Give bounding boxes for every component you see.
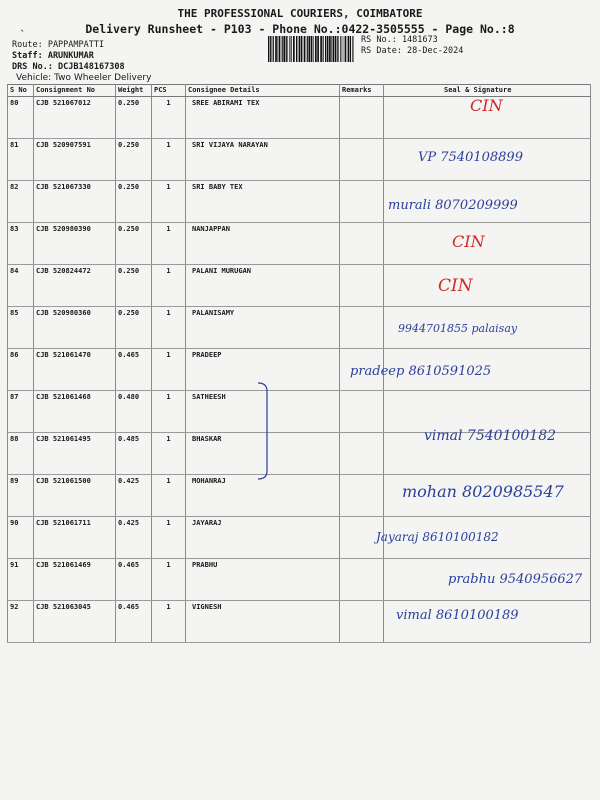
barcode	[268, 36, 356, 62]
barcode-bar	[333, 36, 335, 62]
barcode-bar	[279, 36, 281, 62]
row-sno: 83	[8, 223, 34, 265]
barcode-bar	[268, 36, 269, 62]
barcode-bar	[325, 36, 326, 62]
signature-92: vimal 8610100189	[396, 608, 519, 623]
col-remarks: Remarks	[340, 85, 384, 97]
row-signature-cell	[384, 223, 591, 265]
signature-89: mohan 8020985547	[402, 482, 564, 501]
row-weight: 0.250	[116, 307, 152, 349]
barcode-bar	[289, 36, 290, 62]
row-pcs: 1	[152, 97, 186, 139]
barcode-bar	[335, 36, 336, 62]
row-weight: 0.250	[116, 181, 152, 223]
barcode-bar	[283, 36, 285, 62]
col-consignee: Consignee Details	[186, 85, 340, 97]
row-consignment-no: CJB 521067330	[34, 181, 116, 223]
barcode-bar	[320, 36, 322, 62]
row-weight: 0.465	[116, 601, 152, 643]
row-consignee: PRADEEP	[186, 349, 340, 391]
row-sno: 88	[8, 433, 34, 475]
barcode-bar	[307, 36, 308, 62]
barcode-bar	[287, 36, 288, 62]
barcode-bar	[352, 36, 353, 62]
row-consignee: BHASKAR	[186, 433, 340, 475]
row-sno: 81	[8, 139, 34, 181]
row-consignee: NANJAPPAN	[186, 223, 340, 265]
row-sno: 84	[8, 265, 34, 307]
row-consignment-no: CJB 521061469	[34, 559, 116, 601]
barcode-bar	[277, 36, 278, 62]
row-pcs: 1	[152, 433, 186, 475]
row-consignee: SRI VIJAYA NARAYAN	[186, 139, 340, 181]
signature-88: vimal 7540100182	[424, 428, 557, 444]
barcode-bar	[340, 36, 341, 62]
group-brace	[257, 381, 269, 481]
row-weight: 0.425	[116, 475, 152, 517]
row-remarks	[340, 139, 384, 181]
barcode-bar	[296, 36, 297, 62]
runsheet-table	[7, 84, 591, 643]
barcode-bar	[282, 36, 283, 62]
row-weight: 0.250	[116, 97, 152, 139]
signature-80: CIN	[470, 96, 503, 115]
row-consignee: SREE ABIRAMI TEX	[186, 97, 340, 139]
row-sno: 85	[8, 307, 34, 349]
stray-mark: `	[20, 30, 26, 40]
row-pcs: 1	[152, 349, 186, 391]
row-pcs: 1	[152, 307, 186, 349]
row-weight: 0.250	[116, 139, 152, 181]
row-remarks	[340, 307, 384, 349]
barcode-bar	[327, 36, 329, 62]
row-sno: 89	[8, 475, 34, 517]
row-pcs: 1	[152, 265, 186, 307]
barcode-bar	[301, 36, 303, 62]
row-pcs: 1	[152, 391, 186, 433]
barcode-bar	[270, 36, 271, 62]
barcode-bar	[298, 36, 299, 62]
row-consignee: MOHANRAJ	[186, 475, 340, 517]
barcode-bar	[286, 36, 287, 62]
row-sno: 87	[8, 391, 34, 433]
drs-label: DRS No.: DCJB148167308	[12, 62, 125, 72]
row-sno: 91	[8, 559, 34, 601]
row-pcs: 1	[152, 559, 186, 601]
row-remarks	[340, 601, 384, 643]
barcode-bar	[311, 36, 313, 62]
barcode-bar	[299, 36, 300, 62]
row-signature-cell	[384, 391, 591, 433]
row-pcs: 1	[152, 517, 186, 559]
row-pcs: 1	[152, 601, 186, 643]
signature-82: murali 8070209999	[388, 198, 518, 213]
row-consignment-no: CJB 521061495	[34, 433, 116, 475]
row-pcs: 1	[152, 223, 186, 265]
row-consignment-no: CJB 521061470	[34, 349, 116, 391]
row-remarks	[340, 391, 384, 433]
row-weight: 0.425	[116, 517, 152, 559]
row-sno: 80	[8, 97, 34, 139]
row-consignment-no: CJB 520980360	[34, 307, 116, 349]
row-pcs: 1	[152, 475, 186, 517]
barcode-bar	[293, 36, 295, 62]
row-signature-cell	[384, 265, 591, 307]
row-consignee: PRABHU	[186, 559, 340, 601]
row-weight: 0.465	[116, 349, 152, 391]
col-consignment: Consignment No	[34, 85, 116, 97]
row-sno: 92	[8, 601, 34, 643]
row-consignee: VIGNESH	[186, 601, 340, 643]
row-consignee: PALANISAMY	[186, 307, 340, 349]
signature-83: CIN	[452, 232, 485, 251]
barcode-bar	[275, 36, 277, 62]
row-consignment-no: CJB 521061468	[34, 391, 116, 433]
table-row	[8, 97, 591, 139]
table-row	[8, 265, 591, 307]
row-consignee: SRI BABY TEX	[186, 181, 340, 223]
table-row	[8, 391, 591, 433]
barcode-bar	[315, 36, 317, 62]
rs-number: RS No.: 1481673	[361, 35, 438, 45]
row-sno: 90	[8, 517, 34, 559]
signature-90: Jayaraj 8610100182	[376, 530, 499, 544]
table-row	[8, 517, 591, 559]
row-consignment-no: CJB 521067012	[34, 97, 116, 139]
row-weight: 0.485	[116, 433, 152, 475]
signature-81: VP 7540108899	[418, 150, 523, 165]
row-pcs: 1	[152, 181, 186, 223]
row-remarks	[340, 265, 384, 307]
barcode-bar	[273, 36, 274, 62]
barcode-bar	[337, 36, 338, 62]
row-weight: 0.250	[116, 265, 152, 307]
row-pcs: 1	[152, 139, 186, 181]
col-signature: Seal & Signature	[384, 85, 591, 97]
barcode-bar	[272, 36, 273, 62]
row-consignee: PALANI MURUGAN	[186, 265, 340, 307]
barcode-bar	[331, 36, 332, 62]
row-remarks	[340, 475, 384, 517]
row-consignment-no: CJB 521061711	[34, 517, 116, 559]
barcode-bar	[329, 36, 331, 62]
company-title: THE PROFESSIONAL COURIERS, COIMBATORE	[177, 7, 423, 20]
barcode-bar	[323, 36, 324, 62]
row-weight: 0.480	[116, 391, 152, 433]
route-label: Route: PAPPAMPATTI	[12, 40, 105, 50]
row-consignee: SATHEESH	[186, 391, 340, 433]
row-remarks	[340, 223, 384, 265]
table-row	[8, 223, 591, 265]
barcode-bar	[313, 36, 314, 62]
signature-86: pradeep 8610591025	[350, 364, 492, 379]
barcode-bar	[348, 36, 350, 62]
row-consignment-no: CJB 521063045	[34, 601, 116, 643]
barcode-bar	[345, 36, 347, 62]
row-consignment-no: CJB 520824472	[34, 265, 116, 307]
table-row	[8, 349, 591, 391]
row-consignment-no: CJB 520980390	[34, 223, 116, 265]
col-weight: Weight	[116, 85, 152, 97]
row-consignment-no: CJB 521061500	[34, 475, 116, 517]
table-header-row	[8, 85, 591, 97]
runsheet-title: Delivery Runsheet - P103 - Phone No.:0422-3505555 - Page No.:8	[85, 22, 515, 36]
row-remarks	[340, 433, 384, 475]
row-consignment-no: CJB 520907591	[34, 139, 116, 181]
staff-label: Staff: ARUNKUMAR	[12, 51, 94, 61]
row-sno: 86	[8, 349, 34, 391]
row-remarks	[340, 559, 384, 601]
signature-84: CIN	[438, 276, 473, 296]
row-sno: 82	[8, 181, 34, 223]
row-remarks	[340, 97, 384, 139]
row-remarks	[340, 181, 384, 223]
barcode-bar	[308, 36, 310, 62]
row-weight: 0.465	[116, 559, 152, 601]
col-pcs: PCS	[152, 85, 186, 97]
rs-date: RS Date: 28-Dec-2024	[361, 46, 464, 56]
barcode-bar	[343, 36, 344, 62]
barcode-bar	[304, 36, 306, 62]
barcode-bar	[291, 36, 292, 62]
barcode-bar	[317, 36, 319, 62]
vehicle-label: Vehicle: Two Wheeler Delivery	[16, 73, 152, 83]
barcode-bar	[350, 36, 351, 62]
row-weight: 0.250	[116, 223, 152, 265]
signature-85: 9944701855 palaisay	[398, 322, 518, 335]
signature-91: prabhu 9540956627	[448, 572, 583, 587]
col-sno: S No	[8, 85, 34, 97]
row-consignee: JAYARAJ	[186, 517, 340, 559]
barcode-bar	[338, 36, 339, 62]
